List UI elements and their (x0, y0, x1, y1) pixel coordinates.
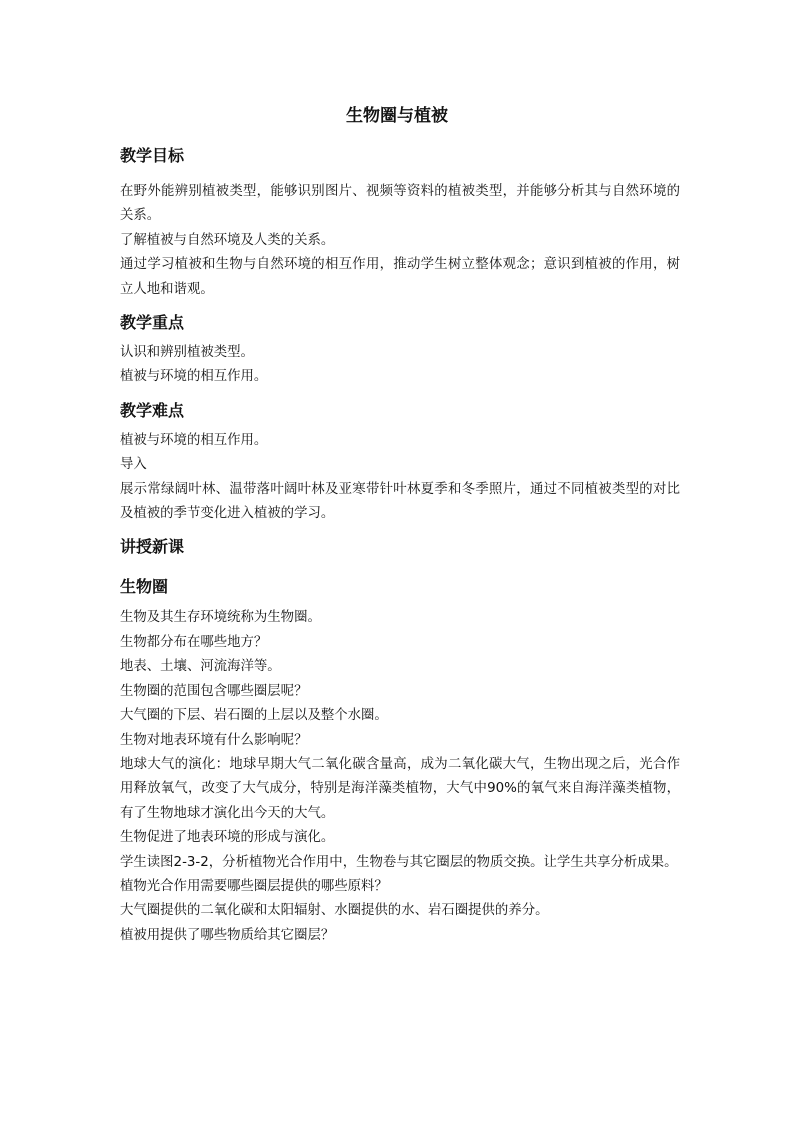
paragraph: 植被用提供了哪些物质给其它圈层？ (120, 927, 335, 943)
paragraph: 大气圈提供的二氧化碳和太阳辐射、水圈提供的水、岩石圈提供的养分。 (120, 903, 549, 919)
paragraph: 展示常绿阔叶林、温带落叶阔叶林及亚寒带针叶林夏季和冬季照片，通过不同植被类型的对比及植被的季节变化进入植被的学习。 (120, 481, 680, 522)
paragraph: 植被与环境的相互作用。 (120, 369, 268, 385)
section-teaching-difficulty (120, 398, 680, 527)
paragraph: 生物及其生存环境统称为生物圈。 (120, 610, 321, 626)
document-title: 生物圈与植被 (346, 106, 448, 126)
paragraph: 生物圈的范围包含哪些圈层呢？ (120, 683, 308, 699)
paragraph: 学生读图2-3-2，分析植物光合作用中，生物卷与其它圈层的物质交换。让学生共享分析成果。 (120, 854, 678, 870)
paragraph: 大气圈的下层、岩石圈的上层以及整个水圈。 (120, 708, 388, 724)
paragraph: 地表、土壤、河流海洋等。 (120, 659, 281, 675)
paragraph: 通过学习植被和生物与自然环境的相互作用，推动学生树立整体观念；意识到植被的作用，树立人地和谐观。 (120, 257, 680, 297)
subsection-heading: 生物圈 (120, 577, 169, 597)
paragraph: 导入 (120, 457, 147, 473)
paragraph: 地球大气的演化：地球早期大气二氧化碳含量高，成为二氧化碳大气，生物出现之后，光合作用释放氧气，改变了大气成分，特别是海洋藻类植物，大气中90%的氧气来自海洋藻类植物，有了生物地球才演化出今天的大气。 (120, 756, 680, 821)
section-teaching-focus (120, 310, 680, 390)
paragraph: 生物都分布在哪些地方？ (120, 634, 268, 650)
section-heading: 教学目标 (120, 146, 185, 165)
paragraph: 植被与环境的相互作用。 (120, 432, 268, 448)
paragraph: 植物光合作用需要哪些圈层提供的哪些原料？ (120, 878, 388, 894)
subsection-biosphere (120, 574, 680, 948)
paragraph: 生物促进了地表环境的形成与演化。 (120, 830, 335, 846)
paragraph: 在野外能辨别植被类型，能够识别图片、视频等资料的植被类型，并能够分析其与自然环境的关系。 (120, 184, 680, 224)
paragraph: 生物对地表环境有什么影响呢？ (120, 732, 308, 748)
paragraph: 认识和辨别植被类型。 (120, 345, 254, 361)
section-heading: 教学难点 (120, 400, 185, 420)
paragraph: 了解植被与自然环境及人类的关系。 (120, 232, 335, 248)
section-teaching-goals (120, 143, 680, 302)
section-new-lesson (120, 534, 680, 560)
section-heading: 教学重点 (120, 313, 185, 333)
section-heading: 讲授新课 (120, 537, 185, 557)
document-body (120, 143, 680, 948)
